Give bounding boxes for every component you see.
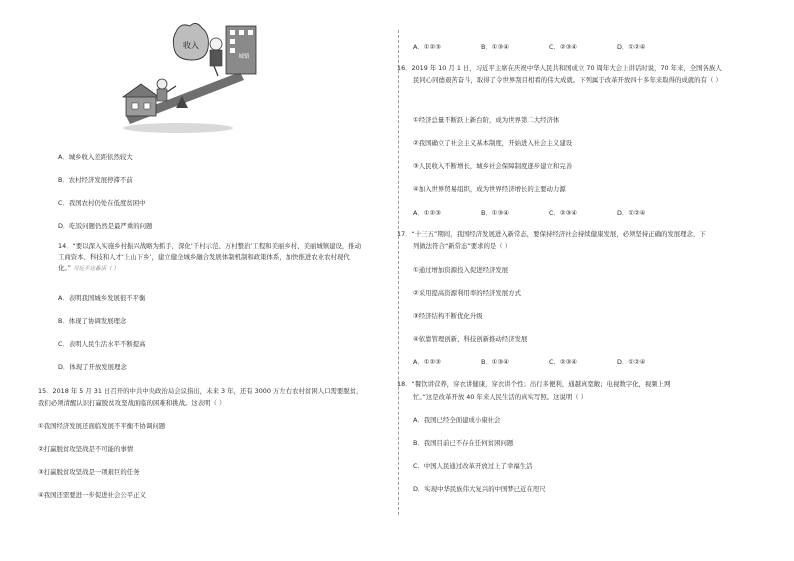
q16-option-1: ①经济总量不断跃上新台阶，成为世界第二大经济体 [413,116,560,124]
q15-option-2: ②打赢脱贫攻坚战是不可能的事情 [38,445,134,453]
q17-choices [413,357,713,365]
q14-stem-note: 习近平这番话（ ） [72,266,119,272]
q17-option-1: ①通过增加资源投入促进经济发展 [413,266,509,274]
city-man-figure-icon [210,38,222,76]
q14-option-b: B．体现了协调发展理念 [58,317,127,325]
income-sack-icon [173,23,208,60]
q18-stem-line-1: 18．“餐饮讲营养，穿衣讲健康，穿衣讲个性；出行多便利，通越真宽敞；电视数字化，视频上网 [397,380,671,388]
q13-option-d: D．吃饭问题仍然是最严重的问题 [58,222,153,230]
q14-stem-end: 化。” [58,264,71,272]
q16-choice-d: D．①②④ [617,209,646,217]
q14-option-c: C．表明人民生活水平不断提高 [58,340,146,348]
q16-option-2: ②我国确立了社会主义基本制度，开始进入社会主义建设 [413,139,573,147]
q14-option-d: D．体现了开放发展理念 [58,363,127,371]
q16-choice-a: A．①②③ [413,209,441,217]
q17-choice-d: D．①②④ [617,358,646,366]
seesaw-cartoon-image [118,20,268,135]
q16-stem-line-1: 16．2019 年 10 月 1 日，习近平主席在庆祝中华人民共和国成立 70 周年大会上讲话时说，70 年来，全国各族人 [397,64,722,72]
q14-option-a: A．表明我国城乡发展很不平衡 [58,294,146,302]
svg-text:收入: 收入 [183,41,199,50]
q13-option-a: A．城乡收入差距依然较大 [58,153,133,161]
q15-choices [413,42,713,50]
q15-option-4: ④我国还需要进一步促进社会公平正义 [38,491,146,499]
q17-stem-line-1: 17．“十三五”期间，我国经济发展进入新常态，要保持经济社会持续健康发展，必须坚持正确的发展理念，下 [397,230,706,238]
q13-option-c: C．我国农村仍处在低度贫困中 [58,199,146,207]
q14-stem-line-1: 14．“要以深入实施乡村振兴战略为抓手，深化‘千村示范、万村整治’工程和美丽乡村、美丽城镇建设，推动 [58,242,362,250]
svg-text:城镇: 城镇 [238,54,250,60]
q15-stem-line-1: 15．2018 年 5 月 31 日召开的中共中央政治局会议指出，未来 3 年，还有 3000 万左右农村贫困人口需要脱贫， [38,387,363,395]
q18-option-a: A．我国已经全面建成小康社会 [413,416,501,424]
q16-choice-b: B．①③④ [481,209,509,217]
q17-choice-a: A．①②③ [413,358,441,366]
q17-stem-line-2: 列做法符合“新常态”要求的是（ ） [413,242,512,250]
farmer-figure-icon [157,79,176,101]
q16-choice-c: C．②③④ [549,209,578,217]
q14-stem-line-3 [58,264,119,273]
q16-option-4: ④加入世界贸易组织，成为世界经济增长的主要动力源 [413,185,566,193]
q15-choice-d: D．①②④ [617,43,646,51]
q17-option-3: ③经济结构不断优化升级 [413,312,483,320]
q15-choice-b: B．①③④ [481,43,509,51]
q16-choices [413,208,713,216]
q18-option-b: B．我国目前已不存在任何贫困问题 [413,439,514,447]
q16-option-3: ③人民收入不断增长，城乡社会保障制度逐步建立和完善 [413,162,573,170]
q17-option-4: ④依靠管理创新、科技创新推动经济发展 [413,335,528,343]
q13-option-b: B．农村经济发展停滞不前 [58,176,133,184]
q15-option-3: ③打赢脱贫攻坚战是一项艰巨的任务 [38,468,140,476]
q14-stem-line-2: 工商资本、科技和人才‘上山下乡’，建立健全城乡融合发展体制机制和政策体系，加快推进农业农村现代 [58,253,350,261]
q15-option-1: ①我国经济发展还面临发展不平衡不协调问题 [38,422,166,430]
q18-stem-line-2: 忙。”这是改革开放 40 年来人民生活的真实写照。这说明（ ） [413,393,588,401]
q18-option-c: C．中国人民通过改革开放过上了幸福生活 [413,462,533,470]
q15-stem-line-2: 我们必须清醒认识打赢脱贫攻坚战面临的困难和挑战。这表明（ ） [38,399,226,407]
q15-choice-a: A．①②③ [413,43,441,51]
village-house-icon [123,84,159,116]
city-building-icon [226,26,256,74]
q16-stem-line-2: 民同心同德艰苦奋斗，取得了令世界刮目相看的伟大成就。下列属于改革开放四十多年来取得的成就的有（ ） [413,76,722,84]
q17-option-2: ②采用提高资源利用率的经济发展方式 [413,289,521,297]
column-divider [398,30,399,515]
q15-choice-c: C．②③④ [549,43,578,51]
q17-choice-b: B．①③④ [481,358,509,366]
q18-option-d: D．实现中华民族伟大复兴的中国梦已近在咫尺 [413,485,546,493]
q17-choice-c: C．②③④ [549,358,578,366]
